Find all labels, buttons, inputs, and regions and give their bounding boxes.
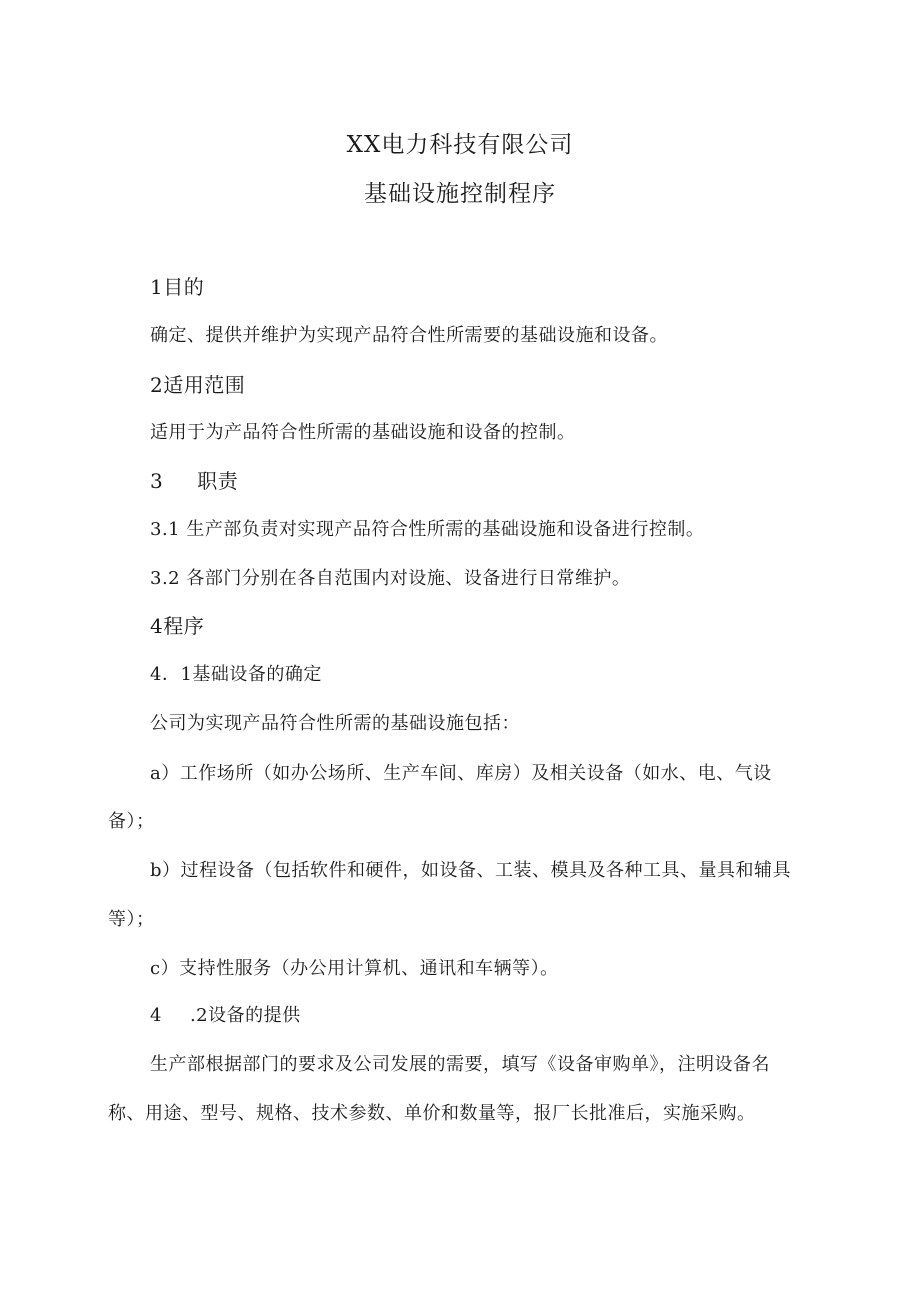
item-a-line-2: 备）； — [108, 811, 155, 832]
item-b-line-1: b）过程设备（包括软件和硬件，如设备、工装、模具及各种工具、量具和辅具 — [150, 860, 792, 881]
section-3-heading — [150, 465, 238, 494]
section-4-2-title: .2设备的提供 — [189, 1005, 301, 1026]
section-1-heading: 1目的 — [150, 275, 205, 299]
item-a-line-1: a）工作场所（如办公场所、生产车间、库房）及相关设备（如水、电、气设 — [150, 763, 772, 784]
section-3-item-1: 3.1 生产部负责对实现产品符合性所需的基础设施和设备进行控制。 — [150, 519, 705, 540]
section-4-2-line-2: 称、用途、型号、规格、技术参数、单价和数量等，报厂长批准后，实施采购。 — [108, 1103, 756, 1124]
section-4-2-heading — [150, 1001, 301, 1027]
company-name: XX电力科技有限公司 — [346, 132, 574, 158]
section-3-number: 3 — [150, 469, 164, 493]
section-4-2-number: 4 — [150, 1005, 162, 1026]
section-4-heading: 4程序 — [150, 614, 205, 638]
section-2-text: 适用于为产品符合性所需的基础设施和设备的控制。 — [150, 422, 576, 443]
section-4-1-intro: 公司为实现产品符合性所需的基础设施包括： — [150, 713, 520, 734]
item-c: c）支持性服务（办公用计算机、通讯和车辆等）。 — [150, 958, 559, 979]
section-4-1-heading: 4．1基础设备的确定 — [150, 664, 322, 685]
section-3-title: 职责 — [197, 469, 239, 493]
document-title: 基础设施控制程序 — [364, 181, 556, 207]
section-4-2-line-1: 生产部根据部门的要求及公司发展的需要，填写《设备审购单》，注明设备名 — [150, 1054, 770, 1075]
section-2-heading: 2适用范围 — [150, 373, 246, 397]
item-b-line-2: 等）； — [108, 909, 155, 930]
section-1-text: 确定、提供并维护为实现产品符合性所需要的基础设施和设备。 — [150, 325, 668, 346]
section-3-item-2: 3.2 各部门分别在各自范围内对设施、设备进行日常维护。 — [150, 568, 631, 589]
